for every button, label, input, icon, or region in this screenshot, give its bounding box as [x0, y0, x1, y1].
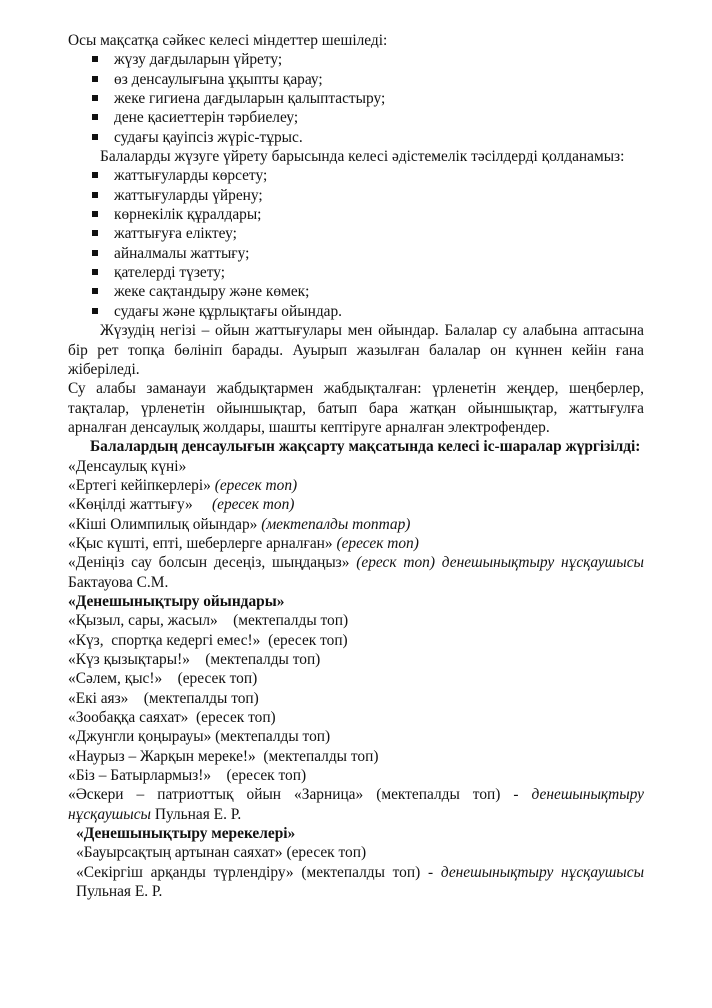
game-item: «Джунгли қоңырауы» (мектепалды топ) — [68, 728, 331, 746]
holiday-item — [68, 863, 644, 902]
task-item: жеке гигиена дағдыларын қалыптастыру; — [92, 89, 644, 108]
games-heading: «Денешынықтыру ойындары» — [68, 592, 285, 610]
game-item: «Зообаққа саяхат» (ересек топ) — [68, 709, 276, 727]
event-group: (ересек топ) — [214, 476, 298, 494]
zarnitsa-role: денешынықтыру нұсқаушысы — [68, 786, 644, 823]
event-title: «Деніңіз сау болсын десеңіз, шыңдаңыз» — [68, 554, 350, 572]
game-item: «Қызыл, сары, жасыл» (мектепалды топ) — [68, 612, 349, 630]
holiday-text: «Секіргіш арқанды түрлендіру» (мектепалды топ) - — [76, 863, 434, 881]
task-item: өз денсаулығына ұқыпты қарау; — [92, 70, 644, 89]
game-item: «Күз, спортқа кедергі емес!» (ересек топ) — [68, 631, 348, 649]
method-item: жаттығуларды көрсету; — [92, 166, 644, 185]
event-title: «Қыс күшті, епті, шеберлерге арналған» — [68, 534, 333, 552]
event-group: (ересек топ) — [336, 534, 419, 552]
event-item — [68, 553, 644, 592]
holiday-item: «Бауырсақтың артынан саяхат» (ересек топ) — [76, 844, 367, 862]
method-item: жаттығуларды үйрену; — [92, 186, 644, 205]
zarnitsa-person: Пульная Е. Р. — [154, 805, 242, 823]
event-item — [68, 457, 644, 476]
pool-paragraph: Су алабы заманауи жабдықтармен жабдықталған: үрленетін жеңдер, шеңберлер, тақталар, үрленетін ойыншықтар, батып бара жатқан ойыншықтар, жаттығулға арналған денсаулық жолдары, шашты кептіруге арналған электрофендер. — [68, 380, 644, 436]
task-list — [68, 50, 644, 147]
game-item: «Екі аяз» (мектепалды топ) — [68, 689, 259, 707]
document-page — [68, 31, 644, 901]
event-person: Бактауова С.М. — [68, 573, 169, 591]
task-item: дене қасиеттерін тәрбиелеу; — [92, 108, 644, 127]
method-list — [68, 166, 644, 321]
event-item — [68, 476, 644, 495]
task-item: судағы қауіпсіз жүріс-тұрыс. — [92, 128, 644, 147]
method-item: айналмалы жаттығу; — [92, 244, 644, 263]
event-item — [68, 515, 644, 534]
holiday-person: Пульная Е. Р. — [76, 883, 163, 901]
game-item: «Біз – Батырлармыз!» (ересек топ) — [68, 767, 307, 785]
methods-intro: Балаларды жүзуге үйрету барысында келесі әдістемелік тәсілдерді қолданамыз: — [100, 148, 625, 166]
game-item: «Наурыз – Жарқын мереке!» (мектепалды топ) — [68, 747, 379, 765]
event-group: (ереск топ) денешынықтыру нұсқаушысы — [356, 554, 644, 572]
event-title: «Көңілді жаттығу» — [68, 496, 193, 514]
zarnitsa-item — [68, 785, 644, 824]
game-item: «Сәлем, қыс!» (ересек топ) — [68, 670, 258, 688]
method-item: қателерді түзету; — [92, 263, 644, 282]
event-title: «Кіші Олимпилық ойындар» — [68, 515, 258, 533]
event-item — [68, 495, 644, 514]
task-item: жүзу дағдыларын үйрету; — [92, 50, 644, 69]
event-title: «Ертегі кейіпкерлері» — [68, 476, 211, 494]
events-heading: Балалардың денсаулығын жақсарту мақсатында келесі іс-шаралар жүргізілді: — [90, 438, 641, 456]
holiday-role: денешынықтыру нұсқаушысы — [440, 863, 644, 881]
event-title: «Денсаулық күні» — [68, 457, 187, 475]
holidays-heading: «Денешынықтыру мерекелері» — [76, 825, 296, 843]
method-item: жеке сақтандыру және көмек; — [92, 282, 644, 301]
method-item: көрнекілік құралдары; — [92, 205, 644, 224]
event-item — [68, 534, 644, 553]
method-item: жаттығуға еліктеу; — [92, 224, 644, 243]
intro-text: Осы мақсатқа сәйкес келесі міндеттер шешіледі: — [68, 32, 388, 49]
event-group: (ересек топ) — [212, 496, 295, 514]
zarnitsa-text: «Әскери – патриоттық ойын «Зарница» (мектепалды топ) - — [68, 786, 519, 804]
game-item: «Күз қызықтары!» (мектепалды топ) — [68, 651, 321, 668]
method-item: судағы және құрлықтағы ойындар. — [92, 302, 644, 321]
basis-paragraph: Жүзудің негізі – ойын жаттығулары мен ойындар. Балалар су алабына аптасына бір рет топқа бөлініп барады. Ауырып жазылған балалар он күннен кейін ғана жіберіледі. — [68, 322, 644, 378]
event-group: (мектепалды топтар) — [261, 515, 411, 533]
